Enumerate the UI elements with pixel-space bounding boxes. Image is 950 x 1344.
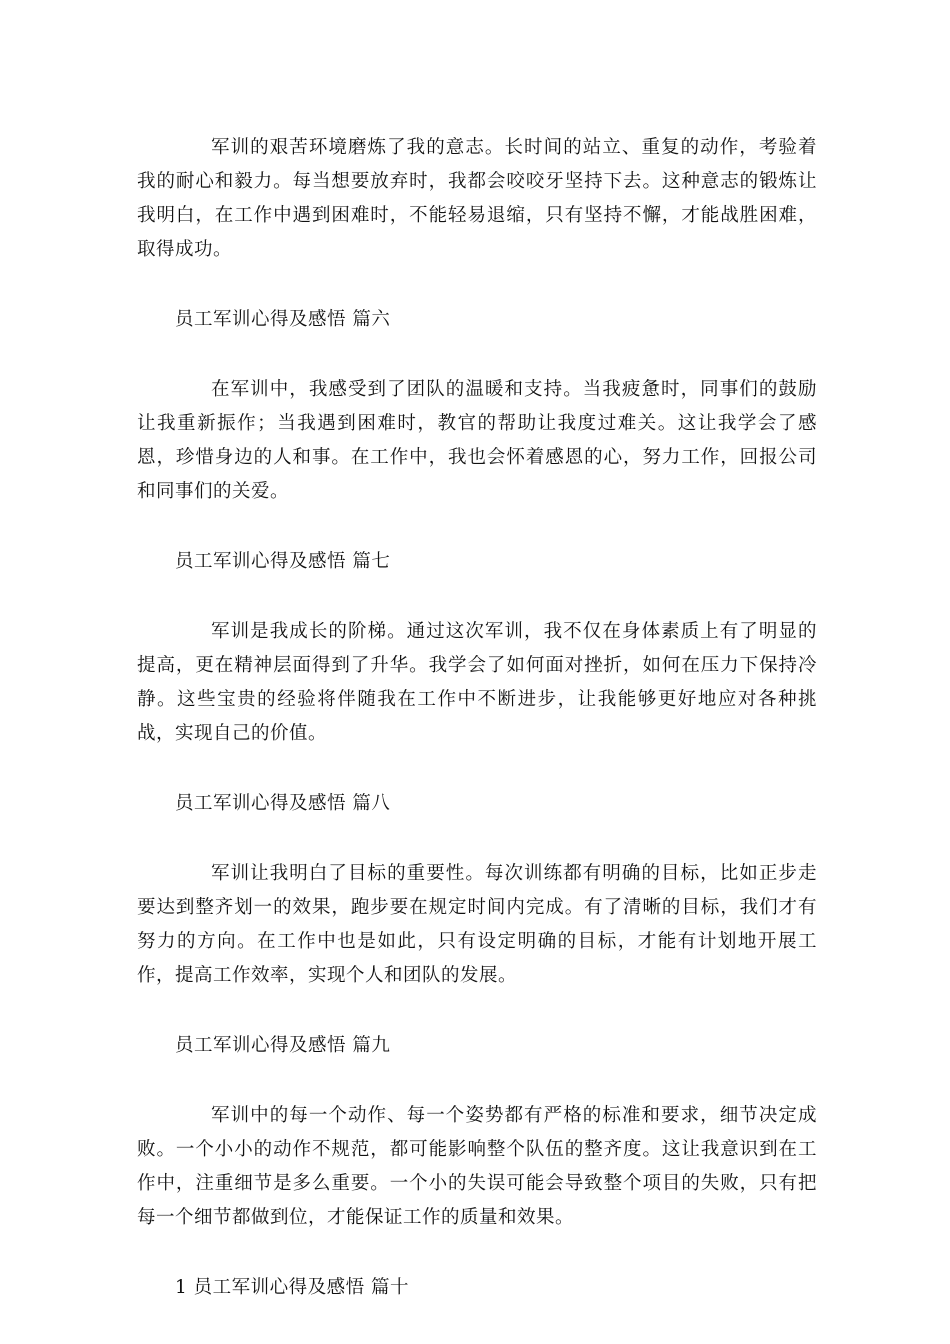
section-heading-9: 员工军训心得及感悟 篇九 (175, 1035, 391, 1056)
paragraph-growth: 军训是我成长的阶梯。通过这次军训，我不仅在身体素质上有了明显的提高，更在精神层面得到了升华。我学会了如何面对挫折，如何在压力下保持冷静。这些宝贵的经验将伴随我在工作中不断进步，让我能够更好地应对各种挑战，实现自己的价值。 (137, 621, 817, 744)
paragraph-willpower: 军训的艰苦环境磨炼了我的意志。长时间的站立、重复的动作，考验着我的耐心和毅力。每当想要放弃时，我都会咬咬牙坚持下去。这种意志的锻炼让我明白，在工作中遇到困难时，不能轻易退缩，只有坚持不懈，才能战胜困难，取得成功。 (137, 137, 817, 260)
section-heading-10: 1 员工军训心得及感悟 篇十 (175, 1277, 410, 1298)
document-body (137, 131, 817, 1341)
paragraph-gratitude: 在军训中，我感受到了团队的温暖和支持。当我疲惫时，同事们的鼓励让我重新振作；当我遇到困难时，教官的帮助让我度过难关。这让我学会了感恩，珍惜身边的人和事。在工作中，我也会怀着感恩的心，努力工作，回报公司和同事们的关爱。 (137, 379, 817, 502)
paragraph-details: 军训中的每一个动作、每一个姿势都有严格的标准和要求，细节决定成败。一个小小的动作不规范，都可能影响整个队伍的整齐度。这让我意识到在工作中，注重细节是多么重要。一个小的失误可能会导致整个项目的失败，只有把每一个细节都做到位，才能保证工作的质量和效果。 (137, 1105, 817, 1228)
section-heading-6: 员工军训心得及感悟 篇六 (175, 309, 391, 330)
paragraph-goals: 军训让我明白了目标的重要性。每次训练都有明确的目标，比如正步走要达到整齐划一的效果，跑步要在规定时间内完成。有了清晰的目标，我们才有努力的方向。在工作中也是如此，只有设定明确的目标，才能有计划地开展工作，提高工作效率，实现个人和团队的发展。 (137, 863, 817, 986)
section-heading-7: 员工军训心得及感悟 篇七 (175, 551, 391, 572)
section-heading-8: 员工军训心得及感悟 篇八 (175, 793, 391, 814)
